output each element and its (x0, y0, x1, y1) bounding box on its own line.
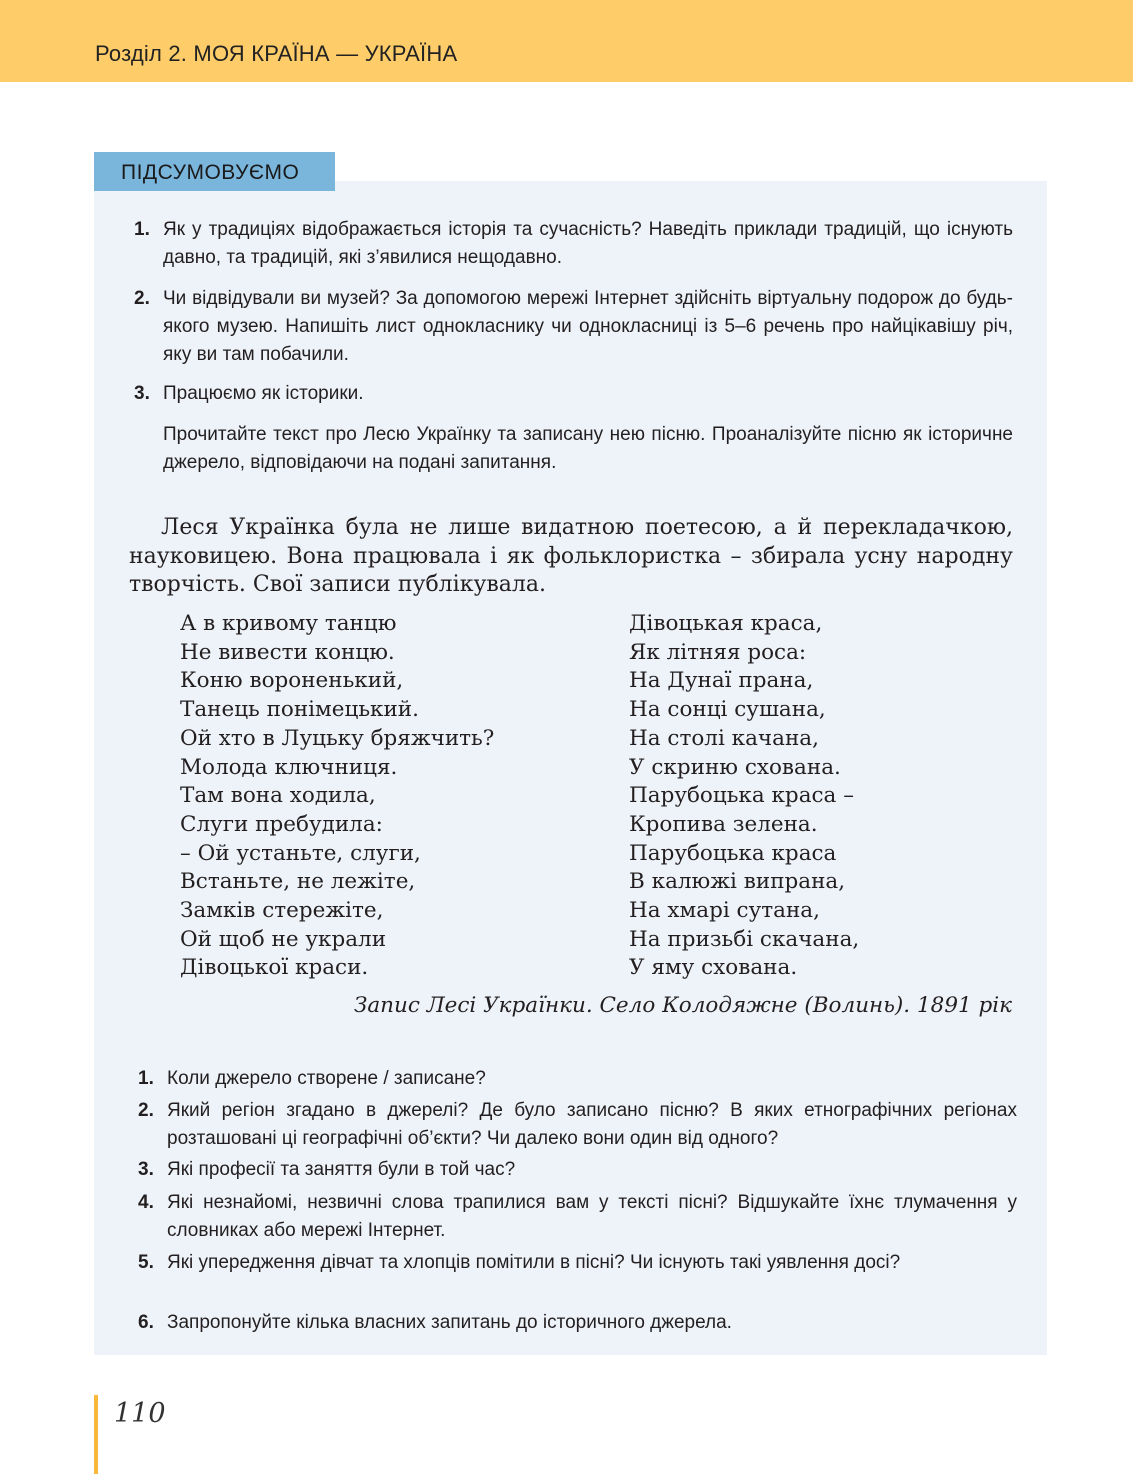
song-right-column (629, 610, 859, 983)
question-text: Які незнайомі, незвичні слова трапилися вам у тексті пісні? Відшукайте їхнє тлумачення у словниках або мережі Інтернет. (167, 1192, 1017, 1241)
song-line: Замків стережіте, (180, 898, 384, 924)
question-text: Як у традиціях відображається історія та сучасність? Наведіть приклади традицій, що існують давно, та традицій, які з’явилися нещодавно. (163, 219, 1013, 268)
source-question-4 (138, 1189, 1017, 1245)
question-text: Працюємо як історики. (163, 383, 364, 404)
source-question-5 (138, 1249, 1017, 1277)
song-line: Не вивести концю. (180, 639, 395, 665)
question-text: Чи відвідували ви музей? За допомогою мережі Інтернет здійсніть віртуальну подорож до будь-якого музею. Напишіть лист однокласнику чи однокласниці із 5–6 речень про найцікавішу річ, яку ви там побачили. (163, 288, 1013, 365)
song-line: На сонці сушана, (629, 697, 826, 723)
question-text: Коли джерело створене / записане? (167, 1068, 486, 1089)
question-text: Запропонуйте кілька власних запитань до історичного джерела. (167, 1312, 732, 1333)
question-number: 2. (138, 1100, 154, 1121)
section-tab (94, 152, 335, 191)
song-line: Як літняя роса: (629, 639, 807, 665)
question-number: 1. (134, 219, 150, 240)
source-question-1 (138, 1065, 1017, 1093)
question-number: 1. (138, 1068, 154, 1089)
question-number: 3. (138, 1159, 154, 1180)
question-text: Які упередження дівчат та хлопців помітили в пісні? Чи існують такі уявлення досі? (167, 1252, 901, 1273)
question-2 (134, 285, 1013, 369)
song-line: В калюжі випрана, (629, 869, 846, 895)
page-number-bar (94, 1395, 98, 1474)
song-line: У яму схована. (629, 955, 798, 981)
song-line: Ой хто в Луцьку бряжчить? (180, 725, 495, 751)
question-number: 2. (134, 288, 150, 309)
question-number: 4. (138, 1192, 154, 1213)
song-line: Молода ключниця. (180, 754, 398, 780)
song-line: А в кривому танцю (180, 611, 397, 636)
chapter-title: Розділ 2. МОЯ КРАЇНА — УКРАЇНА (95, 41, 458, 66)
instruction-text: Прочитайте текст про Лесю Українку та записану нею пісню. Проаналізуйте пісню як історичне джерело, відповідаючи на подані запитання. (163, 424, 1013, 473)
song-line: – Ой устаньте, слуги, (180, 840, 421, 866)
song-line: Дівоцькая краса, (629, 611, 823, 636)
chapter-header (0, 0, 1133, 82)
song-line: Встаньте, не лежіте, (180, 869, 416, 895)
song-line: Парубоцька краса – (629, 783, 854, 809)
question-text: Який регіон згадано в джерелі? Де було записано пісню? В яких етнографічних регіонах розташовані ці географічні об’єкти? Чи далеко вони один від одного? (167, 1100, 1017, 1149)
question-text: Які професії та заняття були в той час? (167, 1159, 516, 1180)
question-number: 5. (138, 1252, 154, 1273)
song-line: Танець понімецький. (180, 697, 419, 723)
song-line: На призьбі скачана, (629, 926, 860, 952)
song-line: На хмарі сутана, (629, 898, 820, 924)
question-number: 6. (138, 1312, 154, 1333)
song-line: Кропива зелена. (629, 811, 818, 837)
song-line: Ой щоб не украли (180, 926, 387, 952)
source-question-6 (138, 1309, 1017, 1337)
source-question-2 (138, 1097, 1017, 1153)
song-line: На Дунаї прана, (629, 668, 814, 694)
song-caption: Запис Лесі Українки. Село Колодяжне (Волинь). 1891 рік (353, 993, 1012, 1018)
song-line: Парубоцька краса (629, 840, 837, 866)
question-number: 3. (134, 383, 150, 404)
question-3 (134, 380, 1013, 408)
section-title: ПІДСУМОВУЄМО (121, 161, 300, 184)
question-1 (134, 216, 1013, 272)
intro-paragraph: Леся Українка була не лише видатною поетесою, а й перекладачкою, науковицею. Вона працювала і як фольклористка – збирала усну народну творчість. Свої записи публікувала. (129, 515, 1013, 597)
song-line: Там вона ходила, (180, 783, 376, 809)
song-line: На столі качана, (629, 725, 819, 751)
song-line: Коню вороненький, (180, 668, 404, 694)
source-question-3 (138, 1156, 1017, 1184)
song-line: Слуги пребудила: (180, 811, 383, 837)
song-line: У скриню схована. (629, 754, 841, 780)
page-number: 110 (114, 1398, 166, 1429)
song-left-column (180, 610, 494, 983)
song-line: Дівоцької краси. (180, 955, 369, 981)
